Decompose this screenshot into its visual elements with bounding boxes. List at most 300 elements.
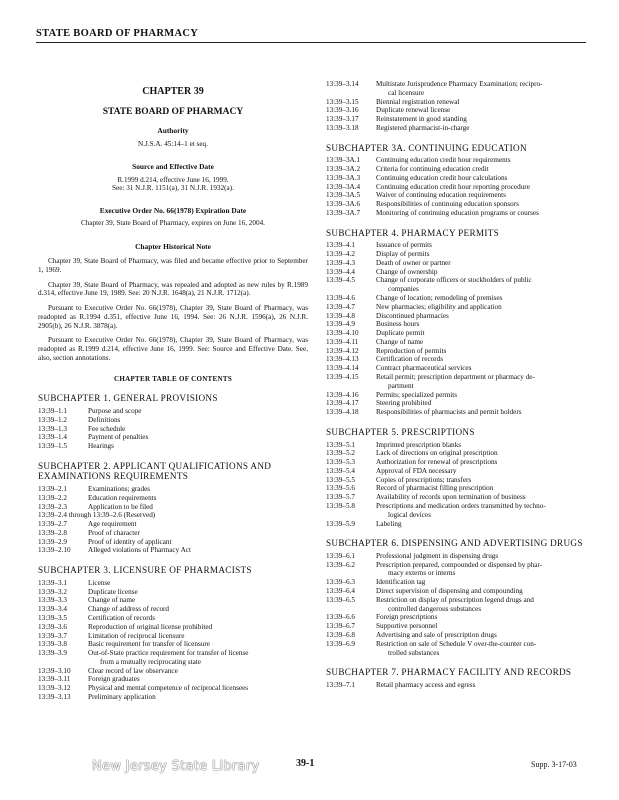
section-title-text: Physical and mental competence of reciprocal licensees	[88, 684, 249, 693]
section-title-text: Labeling	[376, 519, 402, 528]
section-title	[88, 632, 308, 641]
toc-entry	[326, 312, 596, 321]
toc-entry	[38, 605, 308, 614]
section-title-text: Business hours	[376, 320, 420, 329]
section-number: 13:39–1.1	[38, 406, 67, 415]
section-title	[88, 640, 308, 649]
section-number: 13:39–4.6	[326, 294, 355, 302]
section-title	[376, 399, 596, 408]
section-title-text: Responsibilities of pharmacists and permit holders	[376, 408, 522, 417]
section-title-text: Continuing education credit hour calculations	[376, 173, 508, 182]
section-title-text: Certification of records	[88, 613, 156, 622]
toc-entry	[326, 476, 596, 485]
authority-heading: Authority	[157, 125, 189, 135]
toc-entry	[326, 391, 596, 400]
toc-entry	[38, 407, 308, 416]
section-title	[88, 416, 308, 425]
history-paragraph: Chapter 39, State Board of Pharmacy, was filed and became effective prior to September 1, 1969.	[38, 257, 308, 274]
section-number: 13:39–2.7	[38, 520, 67, 529]
section-title	[376, 391, 596, 400]
section-title-text: Continuing education credit hour reporting procedure	[376, 182, 530, 191]
section-title	[376, 493, 596, 502]
section-title	[376, 502, 596, 520]
section-number: 13:39–5.8	[326, 501, 355, 510]
toc-entry	[326, 355, 596, 364]
section-number: 13:39–1.5	[38, 442, 67, 451]
subchapter-heading: SUBCHAPTER 7. PHARMACY FACILITY AND RECORDS	[326, 667, 572, 678]
toc-entry	[326, 484, 596, 493]
toc-entry	[38, 416, 308, 425]
section-title-text: Retail pharmacy access and egress	[376, 680, 476, 689]
section-title-text: Basic requirement for transfer of licensure	[88, 640, 210, 649]
section-title-text: Copies of prescriptions; transfers	[376, 475, 472, 484]
section-number: 13:39–5.7	[326, 493, 355, 502]
section-title-text: Duplicate permit	[376, 329, 425, 338]
toc-entry	[38, 520, 308, 529]
toc-entry	[38, 503, 308, 512]
chapter-label: CHAPTER 39	[142, 86, 204, 97]
section-title	[88, 425, 308, 434]
subchapter-heading: SUBCHAPTER 1. GENERAL PROVISIONS	[38, 393, 218, 404]
section-title-continuation: companies	[388, 285, 419, 294]
toc-entry	[326, 106, 596, 115]
section-title-text: Monitoring of continuing education programs or courses	[376, 208, 539, 217]
toc-entry	[326, 399, 596, 408]
toc-entry	[326, 561, 596, 579]
section-title	[376, 578, 596, 587]
section-number: 13:39–3.15	[326, 97, 359, 106]
toc-entry	[326, 98, 596, 107]
section-title	[88, 605, 308, 614]
toc-entry	[326, 80, 596, 98]
toc-entry	[326, 156, 596, 165]
section-title-text: Retail permit; prescription department or pharmacy de-	[376, 373, 535, 382]
section-number: 13:39–1.3	[38, 424, 67, 433]
section-title-text: Responsibilities of continuing education sponsors	[376, 200, 519, 209]
section-number: 13:39–6.9	[326, 639, 355, 648]
subchapter-heading: SUBCHAPTER 5. PRESCRIPTIONS	[326, 426, 475, 437]
authority-text: N.J.S.A. 45:14–1 et seq.	[138, 139, 208, 148]
section-number: 13:39–4.18	[326, 408, 359, 417]
section-title-text: Issuance of permits	[376, 241, 432, 250]
section-number: 13:39–6.5	[326, 595, 355, 604]
toc-entry	[326, 631, 596, 640]
section-number: 13:39–4.8	[326, 311, 355, 320]
subchapter-heading: SUBCHAPTER 6. DISPENSING AND ADVERTISING DRUGS	[326, 538, 583, 549]
section-title	[88, 579, 308, 588]
section-number: 13:39–3.6	[38, 622, 67, 631]
section-title-text: Change of name	[88, 596, 136, 605]
section-title-text: Education requirements	[88, 493, 157, 502]
right-column	[326, 80, 596, 690]
section-number: 13:39–4.11	[326, 337, 359, 346]
section-title-text: Examinations; grades	[88, 485, 151, 493]
subchapter-heading: SUBCHAPTER 3. LICENSURE OF PHARMACISTS	[38, 565, 252, 576]
section-number: 13:39–3.7	[38, 631, 67, 640]
section-title-text: Foreign graduates	[88, 675, 140, 684]
section-number: 13:39–3.17	[326, 115, 359, 124]
supplement-date: Supp. 3-17-03	[531, 760, 577, 769]
section-title-text: Display of permits	[376, 250, 430, 259]
section-title-text: Application to be filed	[88, 502, 153, 511]
section-title	[376, 209, 596, 218]
section-title-text: Foreign prescriptions	[376, 613, 438, 622]
section-title	[88, 667, 308, 676]
section-number: 13:39–6.8	[326, 630, 355, 639]
section-title	[376, 250, 596, 259]
section-title	[88, 588, 308, 597]
section-title-text: Restriction on display of prescription legend drugs and	[376, 595, 534, 604]
section-number: 13:39–2.3	[38, 502, 67, 511]
section-title	[88, 503, 308, 512]
toc-entry	[326, 493, 596, 502]
toc-entry	[326, 250, 596, 259]
section-title	[376, 156, 596, 165]
section-number: 13:39–6.4	[326, 587, 355, 596]
toc-entry	[326, 174, 596, 183]
section-title	[38, 511, 308, 520]
section-title-continuation: from a mutually reciprocating state	[100, 657, 201, 666]
history-paragraph: Chapter 39, State Board of Pharmacy, was repealed and adopted as new rules by R.1989 d.314, effective June 19, 1989. See: 20 N.J.R. 1648(a), 21 N.J.R. 1712(a).	[38, 280, 308, 298]
section-title	[376, 200, 596, 209]
section-title	[88, 546, 308, 555]
section-number: 13:39–2.9	[38, 537, 67, 546]
toc-entry	[326, 364, 596, 373]
toc-entry	[326, 209, 596, 218]
section-title	[376, 681, 596, 690]
toc-entry	[38, 579, 308, 588]
section-title	[376, 373, 596, 391]
section-title-text: Restriction on sale of Schedule V over-the-counter con-	[376, 639, 537, 648]
section-title-text: Proof of character	[88, 528, 140, 537]
toc-entry	[326, 408, 596, 417]
section-number: 13:39–4.7	[326, 302, 355, 311]
section-title-text: Imprinted prescription blanks	[376, 440, 462, 449]
section-title-text: Multistate Jurisprudence Pharmacy Examination; recipro-	[376, 80, 543, 88]
toc-entry	[326, 587, 596, 596]
section-number: 13:39–4.2	[326, 250, 355, 259]
toc-entry	[326, 259, 596, 268]
section-number: 13:39–3.1	[38, 578, 67, 587]
section-number: 13:39–5.9	[326, 519, 355, 528]
section-number: 13:39–4.4	[326, 267, 355, 276]
section-title-text: Availability of records upon termination of business	[376, 493, 526, 502]
section-number: 13:39–6.7	[326, 622, 355, 631]
section-title	[376, 115, 596, 124]
section-title-text: Duplicate license	[88, 587, 138, 596]
section-number: 13:39–5.4	[326, 466, 355, 475]
section-number: 13:39–2.8	[38, 528, 67, 537]
section-title	[376, 408, 596, 417]
section-title-text: Change of ownership	[376, 267, 438, 276]
section-number: 13:39–1.2	[38, 415, 67, 424]
subchapter-heading: SUBCHAPTER 4. PHARMACY PERMITS	[326, 227, 500, 238]
toc-entry	[38, 649, 308, 667]
section-number: 13:39–4.17	[326, 399, 359, 408]
section-title	[376, 520, 596, 529]
section-number: 13:39–3.8	[38, 640, 67, 649]
toc-entry	[326, 124, 596, 133]
toc-entry	[38, 640, 308, 649]
toc-entry	[38, 623, 308, 632]
section-title-text: Alleged violations of Pharmacy Act	[88, 546, 191, 555]
section-title	[376, 276, 596, 294]
toc-entry	[326, 441, 596, 450]
section-title	[376, 467, 596, 476]
toc-entry	[38, 485, 308, 494]
toc-entry	[326, 578, 596, 587]
section-title-text: Payment of penalties	[88, 433, 149, 442]
toc-heading: CHAPTER TABLE OF CONTENTS	[113, 374, 233, 383]
section-title	[376, 303, 596, 312]
toc-entry	[326, 467, 596, 476]
section-number: 13:39–5.3	[326, 458, 355, 467]
toc-entry	[326, 347, 596, 356]
section-title	[376, 347, 596, 356]
right-toc	[326, 143, 596, 690]
section-title	[376, 329, 596, 338]
section-title	[88, 675, 308, 684]
toc-entry	[38, 538, 308, 547]
section-title-text: Duplicate renewal license	[376, 106, 451, 115]
section-title-text: Fee schedule	[88, 424, 126, 433]
toc-entry	[326, 681, 596, 690]
toc-entry	[326, 596, 596, 614]
section-title	[376, 613, 596, 622]
section-title-continuation: controlled dangerous substances	[388, 604, 482, 613]
section-title-text: Death of owner or partner	[376, 258, 451, 267]
toc-entry	[38, 667, 308, 676]
section-title-text: Hearings	[88, 442, 114, 451]
section-title	[376, 355, 596, 364]
page-number: 39-1	[296, 758, 315, 769]
section-title-text: Clear record of law observance	[88, 666, 178, 675]
history-paragraph: Pursuant to Executive Order No. 66(1978), Chapter 39, State Board of Pharmacy, was readopted as R.1999 d.214, effective June 16, 1999. See: Source and Effective Date. See, also, section annotations.	[38, 336, 308, 363]
section-title-text: Discontinued pharmacies	[376, 311, 449, 320]
section-number: 13:39–3.16	[326, 106, 359, 115]
section-title-text: 13:39–2.4 through 13:39–2.6 (Reserved)	[38, 511, 156, 520]
toc-entry	[326, 329, 596, 338]
section-title-continuation: cal licensure	[388, 88, 425, 97]
section-title	[376, 484, 596, 493]
toc-entry	[326, 241, 596, 250]
section-title-text: Age requirement	[88, 520, 137, 529]
toc-entry	[326, 338, 596, 347]
section-number: 13:39–4.14	[326, 364, 359, 373]
section-title-text: Identification tag	[376, 578, 426, 587]
section-number: 13:39–3.11	[38, 675, 71, 684]
toc-entry	[326, 552, 596, 561]
section-number: 13:39–2.2	[38, 493, 67, 502]
section-number: 13:39–2.10	[38, 546, 71, 555]
toc-entry	[326, 373, 596, 391]
section-title	[88, 649, 308, 667]
section-number: 13:39–7.1	[326, 680, 355, 689]
section-number: 13:39–3A.6	[326, 200, 361, 209]
section-title-text: Proof of identity of applicant	[88, 537, 172, 546]
toc-entry	[38, 546, 308, 555]
section-number: 13:39–4.5	[326, 276, 355, 285]
section-title	[376, 268, 596, 277]
section-title	[88, 596, 308, 605]
toc-entry	[326, 115, 596, 124]
section-number: 13:39–6.2	[326, 560, 355, 569]
section-title	[88, 433, 308, 442]
section-number: 13:39–3.5	[38, 613, 67, 622]
section-title-text: Change of address of record	[88, 605, 170, 614]
toc-entry	[326, 294, 596, 303]
section-title	[88, 442, 308, 451]
toc-entry	[326, 458, 596, 467]
section-title-text: Supportive personnel	[376, 622, 438, 631]
eo-text: Chapter 39, State Board of Pharmacy, expires on June 16, 2004.	[81, 219, 265, 228]
toc-entry	[38, 494, 308, 503]
subchapter-heading: SUBCHAPTER 2. APPLICANT QUALIFICATIONS AND EXAMINATIONS REQUIREMENTS	[38, 460, 272, 482]
section-number: 13:39–4.1	[326, 241, 355, 250]
section-number: 13:39–6.6	[326, 613, 355, 622]
toc-entry	[326, 449, 596, 458]
section-title-text: Biennial registration renewal	[376, 97, 460, 106]
section-title-continuation: trolled substances	[388, 648, 440, 657]
section-title-text: Advertising and sale of prescription drugs	[376, 630, 497, 639]
chapter-title: STATE BOARD OF PHARMACY	[102, 107, 244, 118]
section-title-text: Criteria for continuing education credit	[376, 165, 489, 174]
section-title	[88, 485, 308, 494]
section-title-text: Continuing education credit hour requirements	[376, 156, 511, 165]
section-number: 13:39–4.3	[326, 258, 355, 267]
history-heading: Chapter Historical Note	[135, 241, 211, 251]
section-number: 13:39–3.9	[38, 649, 67, 658]
section-title-text: Limitation of reciprocal licensure	[88, 631, 185, 640]
section-title	[88, 614, 308, 623]
section-number: 13:39–5.5	[326, 475, 355, 484]
section-number: 13:39–5.2	[326, 449, 355, 458]
section-number: 13:39–6.1	[326, 551, 355, 560]
section-number: 13:39–3.4	[38, 605, 67, 614]
section-title	[376, 441, 596, 450]
section-number: 13:39–3.18	[326, 123, 359, 132]
section-title	[88, 684, 308, 693]
section-title-text: Direct supervision of dispensing and compounding	[376, 587, 523, 596]
section-title-text: Registered pharmacist-in-charge	[376, 123, 470, 132]
toc-entry	[326, 320, 596, 329]
right-top-items	[326, 80, 596, 133]
toc-entry	[38, 693, 308, 702]
section-number: 13:39–3A.3	[326, 173, 361, 182]
section-title-text: Permits; specialized permits	[376, 390, 458, 399]
section-number: 13:39–2.1	[38, 485, 67, 493]
left-toc	[38, 393, 308, 701]
toc-entry	[38, 684, 308, 693]
source-line-1: R.1999 d.214, effective June 16, 1999.	[117, 175, 229, 184]
toc-entry	[326, 520, 596, 529]
section-number: 13:39–3A.4	[326, 182, 361, 191]
section-title	[376, 364, 596, 373]
section-title	[376, 622, 596, 631]
section-title	[88, 520, 308, 529]
section-number: 13:39–3.2	[38, 587, 67, 596]
toc-entry	[38, 511, 308, 520]
section-number: 13:39–4.16	[326, 390, 359, 399]
section-title	[376, 596, 596, 614]
toc-entry	[326, 640, 596, 658]
section-title-text: New pharmacies; eligibility and application	[376, 302, 502, 311]
section-title-text: Steering prohibited	[376, 399, 432, 408]
section-title	[88, 494, 308, 503]
section-number: 13:39–3.3	[38, 596, 67, 605]
section-title-text: Definitions	[88, 415, 121, 424]
section-title	[376, 458, 596, 467]
toc-entry	[326, 165, 596, 174]
section-title	[376, 561, 596, 579]
eo-heading: Executive Order No. 66(1978) Expiration Date	[99, 206, 247, 216]
section-title-text: Out-of-State practice requirement for transfer of license	[88, 649, 249, 658]
toc-entry	[326, 276, 596, 294]
section-title	[376, 338, 596, 347]
section-title-text: Prescription prepared, compounded or dispensed by phar-	[376, 560, 543, 569]
section-title-text: Lack of directions on original prescription	[376, 449, 498, 458]
section-number: 13:39–6.3	[326, 578, 355, 587]
section-title-continuation: macy externs or interns	[388, 569, 456, 578]
section-title-text: Prescriptions and medication orders transmitted by techno-	[376, 501, 546, 510]
section-title-text: Change of name	[376, 337, 424, 346]
section-number: 13:39–4.15	[326, 373, 359, 382]
section-title	[376, 241, 596, 250]
section-title	[376, 552, 596, 561]
toc-entry	[326, 502, 596, 520]
section-title-text: License	[88, 578, 111, 587]
section-title	[88, 538, 308, 547]
section-title	[88, 407, 308, 416]
source-heading: Source and Effective Date	[132, 161, 214, 171]
section-number: 13:39–3A.1	[326, 156, 361, 165]
section-title-continuation: partment	[388, 381, 414, 390]
section-title-text: Authorization for renewal of prescriptions	[376, 458, 498, 467]
section-title-text: Reinstatement in good standing	[376, 115, 467, 124]
section-title-text: Contract pharmaceutical services	[376, 364, 472, 373]
subchapter-heading: SUBCHAPTER 3A. CONTINUING EDUCATION	[326, 142, 527, 153]
section-title-text: Reproduction of original license prohibited	[88, 622, 213, 631]
section-title	[376, 183, 596, 192]
section-title	[376, 640, 596, 658]
section-title	[376, 191, 596, 200]
toc-entry	[38, 588, 308, 597]
section-title-text: Waiver of continuing education requirements	[376, 191, 506, 200]
section-title-text: Professional judgment in dispensing drugs	[376, 551, 499, 560]
section-title	[376, 80, 596, 98]
section-title-text: Preliminary application	[88, 692, 156, 701]
section-title-text: Change of location; remodeling of premises	[376, 294, 503, 302]
section-title	[88, 623, 308, 632]
section-title-text: Approval of FDA necessary	[376, 466, 457, 475]
toc-entry	[38, 529, 308, 538]
section-number: 13:39–3.14	[326, 80, 359, 88]
toc-entry	[326, 200, 596, 209]
toc-entry	[326, 622, 596, 631]
left-column	[38, 80, 308, 702]
toc-entry	[38, 632, 308, 641]
section-title-text: Record of pharmacist filling prescription	[376, 484, 494, 493]
section-title	[376, 312, 596, 321]
section-number: 13:39–3.12	[38, 684, 71, 693]
toc-entry	[326, 303, 596, 312]
toc-entry	[38, 614, 308, 623]
toc-entry	[326, 183, 596, 192]
section-title	[376, 124, 596, 133]
section-title-text: Certification of records	[376, 355, 444, 364]
section-number: 13:39–3.13	[38, 692, 71, 701]
section-title-text: Reproduction of permits	[376, 346, 447, 355]
